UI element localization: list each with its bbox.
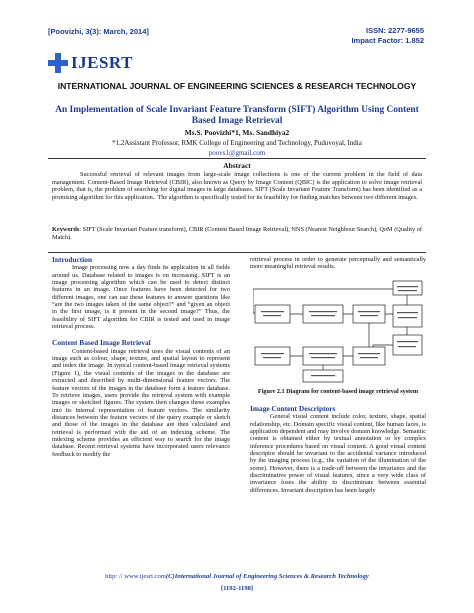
impact-factor: Impact Factor: 1.852 <box>351 36 424 45</box>
issue-info: [Poovizhi, 3(3): March, 2014] <box>48 27 149 36</box>
issn: ISSN: 2277-9655 <box>366 26 424 35</box>
abstract-text: Successful retrieval of relevant images from large-scale image collections is one of the current problem in the field of data management. Content-Based Image Retrieval (CBIR), also known as Query by Image Content (QBIC) is the application to solve image retrieval problem, that is, the problem of searching for digital images in large databases. SIFT (Scale Invariant Feature Transform) has been identified as a promising algorithm for this application.. The algorithm is specifically tested for its feasibility for finding matches between two different images. <box>52 171 422 201</box>
diagram-label-line <box>397 341 418 342</box>
diagram-box <box>255 305 290 323</box>
diagram-label-line <box>309 353 337 354</box>
section-heading-cbir: Content Based Image Retrieval <box>52 338 151 348</box>
diagram-label-line <box>397 286 418 287</box>
diagram-box <box>303 347 343 365</box>
section-heading-introduction: Introduction <box>52 255 93 264</box>
journal-logo <box>48 50 133 76</box>
figure-caption: Figure 2.1 Diagram for content-based image retrieval system <box>257 388 419 395</box>
author-email[interactable]: poovs1@gmail.com <box>208 149 266 157</box>
footer-journal-end: logy <box>357 573 369 580</box>
diagram-connector <box>253 289 393 313</box>
authors: Ms.S. Poovizhi*1, Ms. Sandhiya2 <box>184 128 290 137</box>
keywords-text: : SIFT (Scale Invariant Feature transform), CBIR (Content Based Image Retrieval), NNS (Nearest Neighbour Search), QoM (Quality of Match). <box>52 226 422 241</box>
right-column-bottom <box>250 405 426 494</box>
diagram-label-line <box>261 353 284 354</box>
footer-line <box>48 571 426 583</box>
cross-logo-icon <box>48 53 68 73</box>
diagram-label-line <box>360 315 378 316</box>
paper-title: An Implementation of Scale Invariant Feature Transform (SIFT) Algorithm Using Content Based Image Retrieval <box>55 105 419 126</box>
diagram-box <box>353 305 385 323</box>
descriptors-text: General visual content include color, texture, shape, spatial relationship, etc. Domain specific visual content, like human faces, is application dependent and may involve domain knowledge. Semantic content is obtained either by textual annotation or by complex inference procedures based on visual content. A good visual content descriptor should be invariant to the accidental variance introduced by the imaging process (e.g., the variation of the illumination of the scene). However, there is a trade-off between the invariance and the discriminative power of visual features, since a very wide class of invariance loses the ability to discriminate between essential differences. Invariant description has been largely <box>250 413 426 494</box>
keywords-label: Keywords <box>52 226 80 233</box>
diagram-label-line <box>358 353 380 354</box>
cbir-diagram <box>253 275 424 385</box>
diagram-label-line <box>360 357 378 358</box>
divider <box>48 158 426 159</box>
right-column-top <box>250 256 426 271</box>
footer-url[interactable]: http: // www.ijesrt.com <box>105 573 166 580</box>
diagram-label-line <box>261 311 284 312</box>
diagram-label-line <box>263 357 281 358</box>
diagram-box <box>303 305 343 323</box>
diagram-label-line <box>309 311 337 312</box>
page-footer <box>48 571 426 595</box>
diagram-label-line <box>398 346 416 347</box>
intro-text: Image processing now a day finds its application in all fields around us. Database related to images is on increasing. SIFT is an image processing algorithm which can be used to detect distinct features in an image. Once features have been detected for two different images, one can use these features to answer questions like “are the two images taken of the same object?” and “given an object in the first image, is it present in the second image?” Thus, the feasibility of SIFT algorithm for CBIR is tested and used in image retrieval process. <box>52 264 230 331</box>
cbir-text: Content-based image retrieval uses the visual contents of an image such as colour, shape, texture, and spatial layout to represent and index the image. In typical content-based image retrieval systems (Figure 1), the visual contents of the images in the database are extracted and described by multi-dimensional feature vectors. The feature vectors of the images in the database form a feature database. To retrieve images, users provide the retrieval system with example images or sketched figures. The system then changes these examples into its internal representation of feature vectors. The similarity distances between the feature vectors of the query example or sketch and those of the images in the database are then calculated and retrieval is performed with the aid of an indexing scheme. The indexing scheme provides an efficient way to search for the image database. Recent retrieval systems have incorporated users relevance feedback to modify the <box>52 347 230 458</box>
diagram-label-line <box>311 315 335 316</box>
journal-ids <box>351 26 424 46</box>
footer-journal: (C)International Journal of Engineering Sciences & Research Techno <box>165 573 358 580</box>
retrieval-text: retrieval process in order to generate perceptually and semantically more meaningful retrieval results. <box>250 256 426 271</box>
diagram-label-line <box>311 375 335 376</box>
diagram-label-line <box>398 317 417 318</box>
diagram-box <box>393 281 422 295</box>
diagram-box <box>353 347 385 365</box>
diagram-label-line <box>311 357 335 358</box>
diagram-label-line <box>358 311 380 312</box>
section-heading-descriptors: Image Content Descriptors <box>250 404 336 413</box>
diagram-box <box>393 305 422 327</box>
diagram-label-line <box>263 315 281 316</box>
divider <box>48 252 426 253</box>
journal-name: INTERNATIONAL JOURNAL OF ENGINEERING SCIENCES & RESEARCH TECHNOLOGY <box>57 81 417 91</box>
affiliation: *1,2Assistant Professor, RMK College of Engineering and Technology, Puduvoyal, India <box>112 139 362 147</box>
diagram-label-line <box>398 290 417 291</box>
diagram-box <box>255 347 290 365</box>
page-range: [1192-1198] <box>220 585 254 592</box>
diagram-connector <box>290 295 407 370</box>
keywords <box>52 226 422 241</box>
abstract-heading: Abstract <box>223 161 251 170</box>
diagram-box <box>393 335 422 355</box>
logo-text: IJESRT <box>71 53 133 72</box>
diagram-label-line <box>397 312 418 313</box>
left-column <box>52 256 230 458</box>
